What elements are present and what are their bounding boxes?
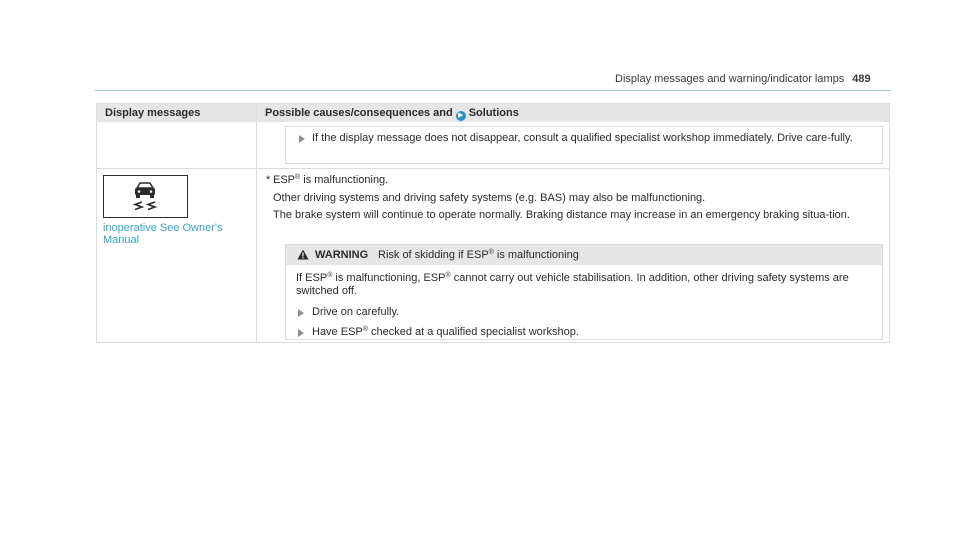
solution-step: If the display message does not disappear, consult a qualified specialist workshop immediately. Drive care-fully.	[312, 132, 853, 144]
cause-line-1: ESP® is malfunctioning.	[273, 174, 389, 186]
table-header	[97, 104, 889, 122]
warning-step-2: Have ESP® checked at a qualified specialist workshop.	[312, 326, 579, 338]
esp-skid-car-icon	[103, 175, 188, 218]
arrow-right-icon: ▶	[456, 111, 466, 121]
step-arrow-icon	[298, 329, 304, 337]
col-causes-solutions: Possible causes/consequences and ▶ Solutions	[265, 107, 519, 119]
warning-step-1: Drive on carefully.	[312, 306, 400, 318]
warning-header	[286, 245, 882, 265]
previous-solution-box	[285, 126, 883, 164]
warning-desc: Risk of skidding if ESP® is malfunctioning	[378, 249, 579, 261]
warning-box	[285, 244, 883, 340]
cause-line-3: The brake system will continue to operate normally. Braking distance may increase in an emergency braking situa-tion.	[273, 209, 850, 221]
step-arrow-icon	[298, 309, 304, 317]
header-title: Display messages and warning/indicator lamps	[615, 73, 845, 85]
page-header	[615, 73, 871, 85]
page-number: 489	[852, 73, 871, 85]
warning-body: If ESP® is malfunctioning, ESP® cannot carry out vehicle stabilisation. In addition, other driving safety systems are switched off.	[296, 272, 849, 297]
cause-line-2: Other driving systems and driving safety systems (e.g. BAS) may also be malfunctioning.	[273, 192, 706, 204]
warning-triangle-icon	[297, 249, 309, 263]
footnote-star: *	[266, 174, 271, 186]
message-table	[96, 103, 890, 343]
owners-manual-link[interactable]: inoperative See Owner's Manual	[103, 222, 223, 246]
col-display-messages: Display messages	[105, 107, 201, 119]
header-rule	[95, 90, 891, 91]
row-divider	[97, 168, 889, 169]
warning-title: WARNING	[315, 249, 369, 261]
column-divider	[256, 104, 257, 342]
step-arrow-icon	[299, 135, 305, 143]
